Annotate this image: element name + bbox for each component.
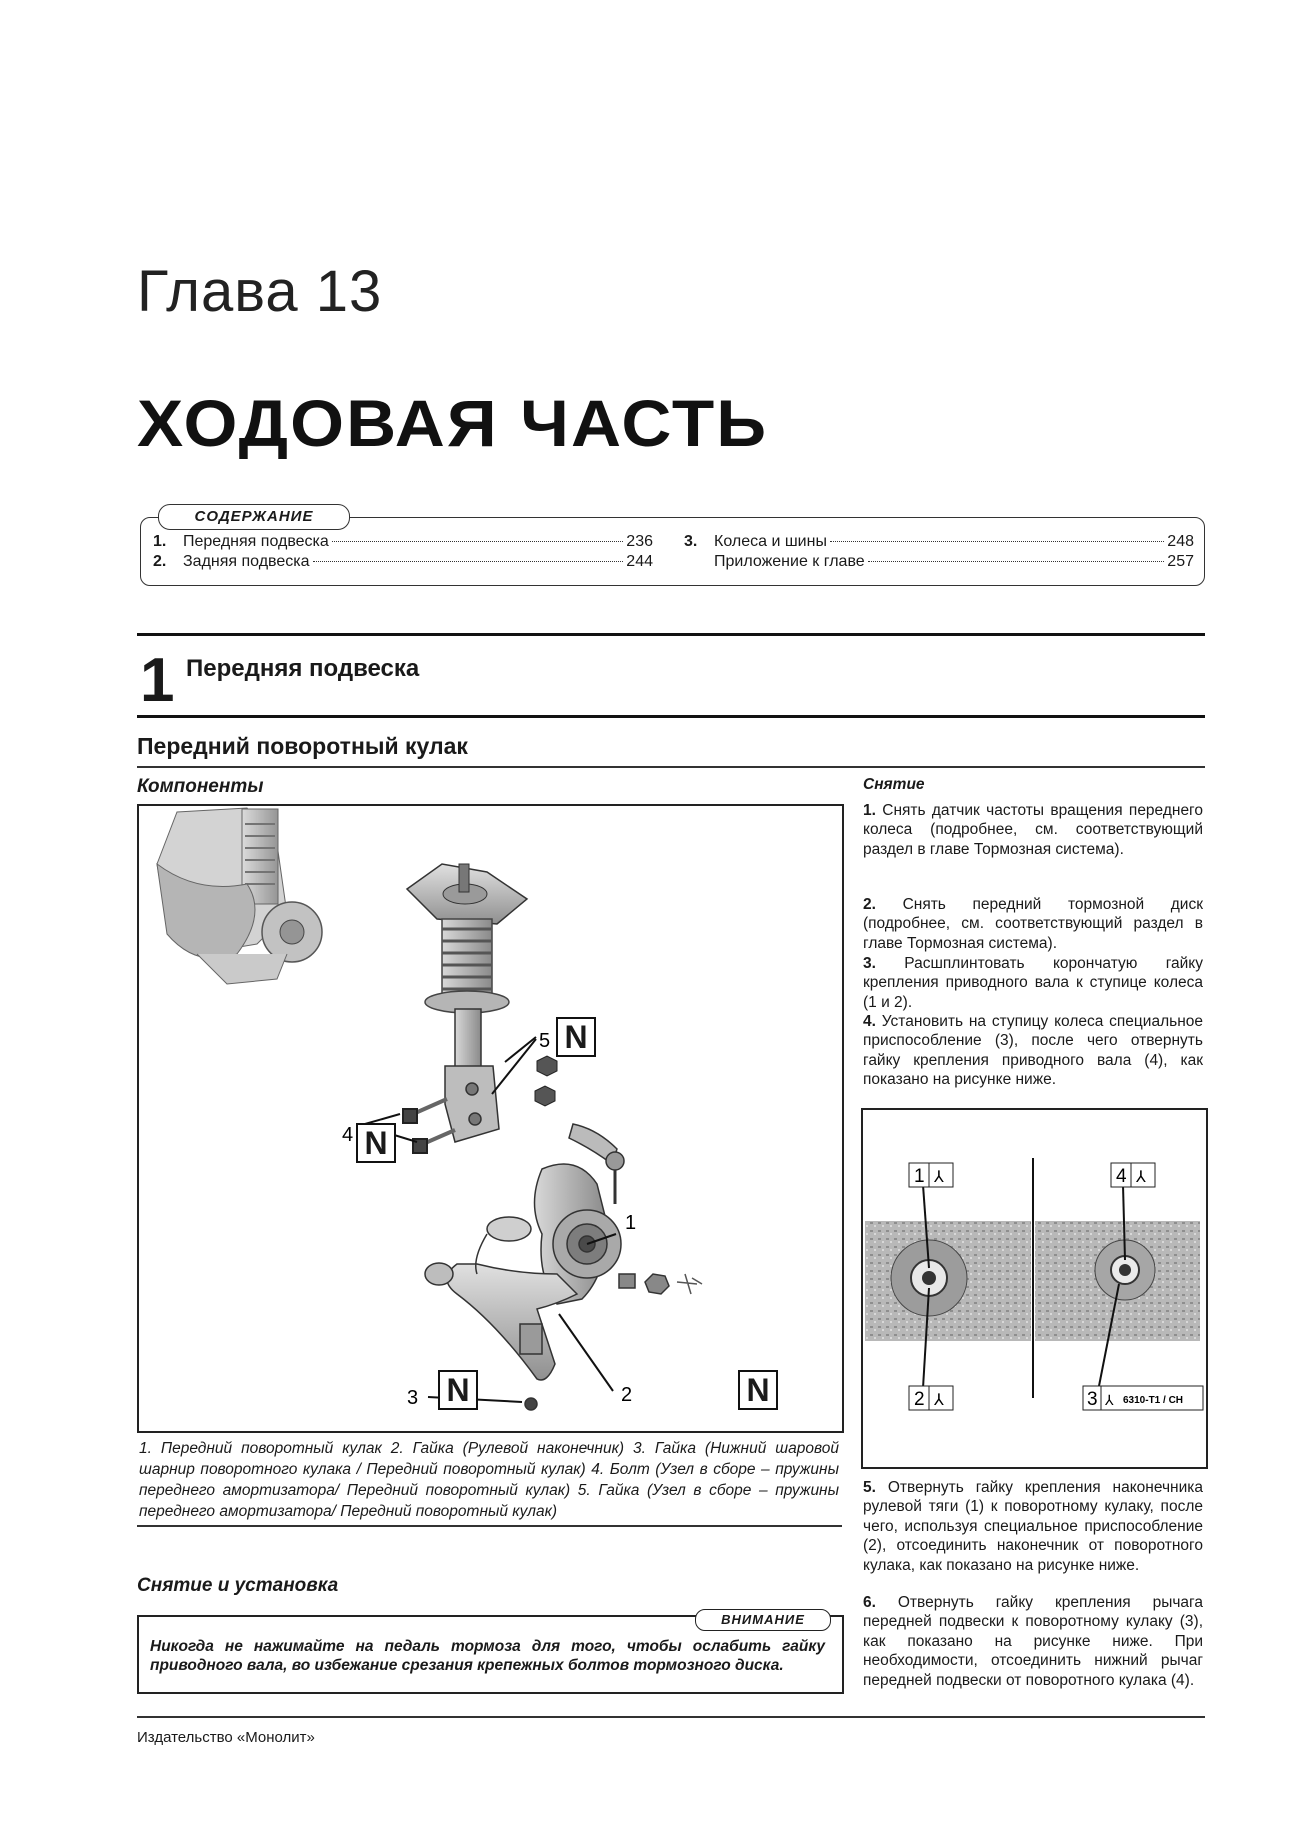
warning-tab: ВНИМАНИЕ [695, 1609, 831, 1631]
step-4 [863, 1012, 1203, 1090]
step-num: 4. [863, 1013, 876, 1030]
nut-5-parts [535, 1056, 557, 1106]
pointer-icon: ⅄ [934, 1392, 944, 1409]
removal-heading: Снятие [863, 776, 925, 793]
warning-text: Никогда не нажимайте на педаль тормоза для того, чтобы ослабить гайку приводного вала, во избежание срезания крепежных болтов тормозного диска. [150, 1638, 825, 1674]
step-5 [863, 1478, 1203, 1575]
label-1: 1 [625, 1212, 637, 1234]
label-4: 4 [342, 1124, 354, 1146]
toc-num: 2. [153, 553, 167, 570]
section-rule-bottom [137, 715, 1205, 718]
torque-badge-4: N [356, 1123, 396, 1163]
caption-rule [137, 1525, 842, 1527]
coil-spring-illustration [425, 919, 509, 1013]
torque-badge-3: N [438, 1370, 478, 1410]
toc-leader [313, 561, 624, 562]
toc-item[interactable] [684, 533, 1194, 551]
components-label: Компоненты [137, 776, 264, 797]
pointer-icon: ⅄ [934, 1169, 944, 1186]
assembly-view-illustration [157, 808, 322, 984]
toc-item[interactable] [153, 553, 653, 571]
toc-leader [332, 541, 623, 542]
photo-label-2: 2 [914, 1389, 925, 1410]
toc-leader [830, 541, 1164, 542]
photo-label-1: 1 [914, 1166, 925, 1187]
step-2 [863, 895, 1203, 953]
toc-num: 3. [684, 533, 698, 550]
pointer-icon: ⅄ [1105, 1392, 1114, 1408]
strut-top-mount-illustration [407, 864, 527, 924]
pointer-icon: ⅄ [1136, 1169, 1146, 1186]
label-3: 3 [407, 1387, 419, 1409]
toc-page: 257 [1167, 553, 1194, 570]
step-text: Установить на ступицу колеса специальное приспособление (3), после чего отвернуть гайку крепления приводного вала (4), как показано на рисунке ниже. [863, 1013, 1203, 1089]
toc-tab: СОДЕРЖАНИЕ [158, 504, 350, 530]
step-num: 1. [863, 802, 876, 819]
hub-nut-parts [619, 1274, 702, 1294]
tool-code: 6310-T1 / CH [1123, 1395, 1184, 1406]
toc-item[interactable] [153, 533, 653, 551]
torque-badge-2: N [738, 1370, 778, 1410]
step-num: 6. [863, 1594, 876, 1611]
torque-badge-5: N [556, 1017, 596, 1057]
step-text: Отвернуть гайку крепления рычага передней подвески к поворотному кулаку (3), как показано на рисунке ниже. При необходимости, отсоединить нижний рычаг передней подвески от поворотного кулака (4). [863, 1594, 1203, 1689]
step-text: Расшплинтовать корончатую гайку крепления приводного вала к ступице колеса (1 и 2). [863, 955, 1203, 1011]
toc-page: 244 [626, 553, 653, 570]
shock-absorber-illustration [445, 1009, 499, 1142]
figure-caption: 1. Передний поворотный кулак 2. Гайка (Рулевой наконечник) 3. Гайка (Нижний шаровой шарнир поворотного кулака / Передний поворотный кулак) 4. Болт (Узел в сборе – пружины переднего амортизатора/ Передний поворотный кулак) 5. Гайка (Узел в сборе – пружины переднего амортизатора/ Передний поворотный кулак) [139, 1440, 839, 1520]
step-6 [863, 1593, 1203, 1690]
step-1 [863, 801, 1203, 859]
step-num: 5. [863, 1479, 876, 1496]
section-rule-top [137, 633, 1205, 636]
step-text: Снять датчик частоты вращения переднего колеса (подробнее, см. соответствующий раздел в главе Тормозная система). [863, 802, 1203, 858]
step-num: 2. [863, 896, 876, 913]
suspension-diagram [137, 804, 840, 1429]
toc-page: 236 [626, 533, 653, 550]
toc-page: 248 [1167, 533, 1194, 550]
removal-install-heading: Снятие и установка [137, 1575, 339, 1596]
toc-num: 1. [153, 533, 167, 550]
hub-nut-photos [861, 1108, 1204, 1465]
toc-title: Передняя подвеска [183, 533, 329, 550]
subsection-rule [137, 766, 1205, 768]
step-text: Отвернуть гайку крепления наконечника рулевой тяги (1) к поворотному кулаку, после чего, используя специальное приспособление (2), отсоединить наконечник от поворотного кулака, как показано на рисунке ниже. [863, 1479, 1203, 1574]
toc-title: Колеса и шины [714, 533, 827, 550]
chapter-label: Глава 13 [137, 259, 383, 324]
step-text: Снять передний тормозной диск (подробнее, см. соответствующий раздел в главе Тормозная система). [863, 896, 1203, 952]
section-title: Передняя подвеска [186, 655, 420, 682]
photo-label-4: 4 [1116, 1166, 1127, 1187]
step-3 [863, 954, 1203, 1012]
toc-title: Приложение к главе [714, 553, 865, 570]
section-number: 1 [140, 646, 175, 715]
chapter-title: ХОДОВАЯ ЧАСТЬ [137, 386, 769, 460]
photo-label-3: 3 [1087, 1389, 1098, 1410]
toc-title: Задняя подвеска [183, 553, 310, 570]
publisher: Издательство «Монолит» [137, 1729, 315, 1746]
step-num: 3. [863, 955, 876, 972]
label-2: 2 [621, 1384, 633, 1406]
toc-item[interactable] [684, 553, 1194, 571]
subsection-title: Передний поворотный кулак [137, 733, 468, 759]
toc-leader [868, 561, 1165, 562]
footer-rule [137, 1716, 1205, 1718]
label-5: 5 [539, 1030, 551, 1052]
